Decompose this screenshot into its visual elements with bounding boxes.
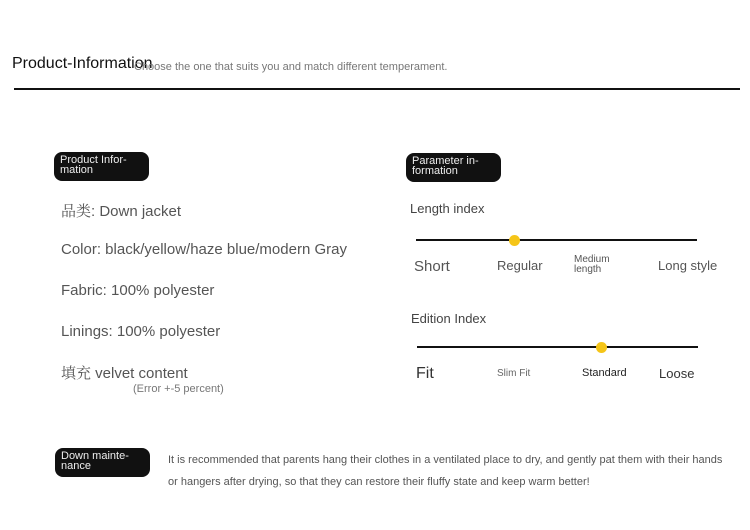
page-title: Product-Information <box>12 55 153 72</box>
edition-standard: Standard <box>582 367 627 379</box>
length-regular: Regular <box>497 258 543 273</box>
info-linings: Linings: 100% polyester <box>61 323 221 340</box>
down-maintenance-badge: Down mainte-nance <box>55 448 150 477</box>
maintenance-text: It is recommended that parents hang their clothes in a ventilated place to dry, and gently pat them with their hands or hangers after drying, so that they can restore their fluffy state and keep warm better! <box>168 454 723 488</box>
info-color: Color: black/yellow/haze blue/modern Gray <box>61 241 347 258</box>
edition-slim-fit: Slim Fit <box>497 368 531 379</box>
info-filling: 填充 velvet content <box>61 365 188 382</box>
parameter-info-badge: Parameter in-formation <box>406 153 501 182</box>
product-info-badge: Product Infor-mation <box>54 152 149 181</box>
page-subtitle: Choose the one that suits you and match different temperament. <box>134 61 448 73</box>
edition-index-label: Edition Index <box>411 311 487 326</box>
info-fabric: Fabric: 100% polyester <box>61 282 215 299</box>
edition-fit: Fit <box>416 365 434 382</box>
length-knob <box>509 235 520 246</box>
length-track <box>416 239 697 241</box>
length-short: Short <box>414 258 450 275</box>
error-note: (Error +-5 percent) <box>133 383 224 395</box>
length-long: Long style <box>658 258 718 273</box>
edition-track <box>417 346 698 348</box>
edition-loose: Loose <box>659 366 695 381</box>
length-medium: Medium length <box>574 254 610 275</box>
info-category: 品类: Down jacket <box>61 203 182 220</box>
title-divider <box>14 88 740 90</box>
length-index-label: Length index <box>410 201 485 216</box>
edition-knob <box>596 342 607 353</box>
